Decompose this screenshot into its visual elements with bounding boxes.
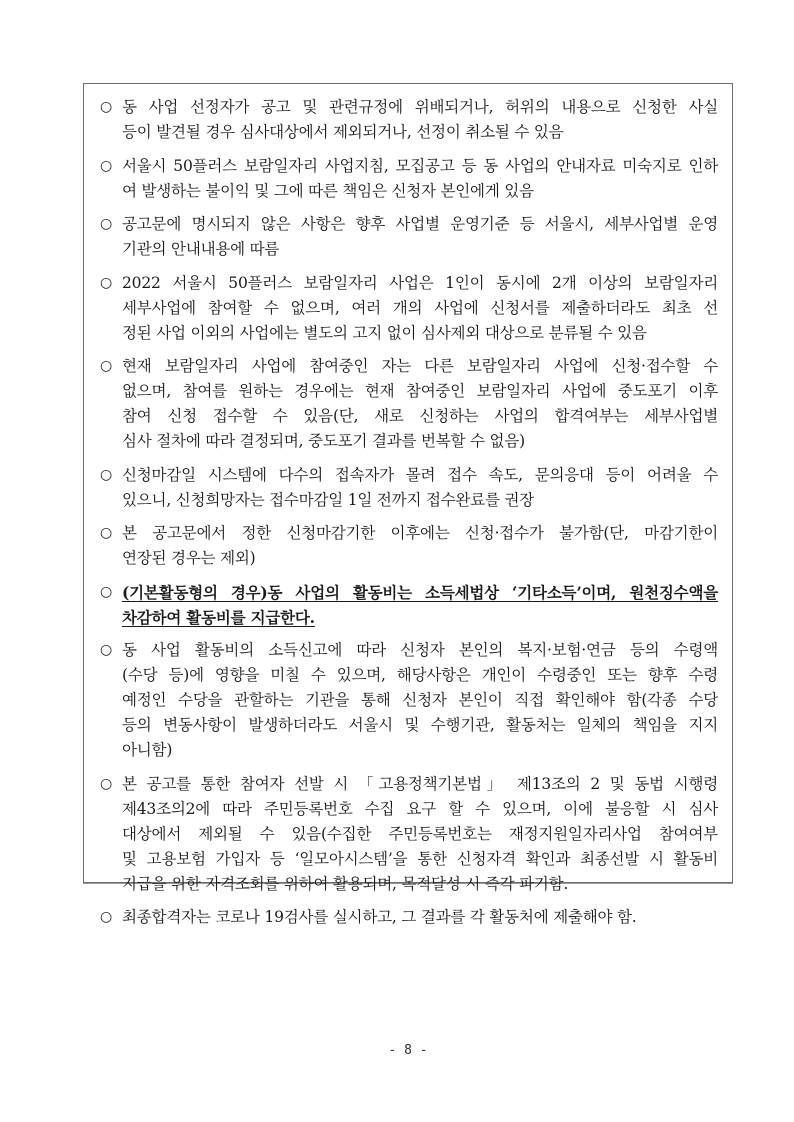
- notice-item-text: [122, 463, 718, 513]
- notice-item-text: [122, 905, 718, 930]
- circle-bullet-icon: ○: [100, 466, 113, 483]
- notice-line: 여 발생하는 불이익 및 그에 따른 책임은 신청자 본인에게 있음: [122, 181, 534, 200]
- notice-line: (수당 등)에 영향을 미칠 수 있으며, 해당사항은 개인이 수령중인 또는 향후 수령: [122, 666, 718, 684]
- notice-line: 제43조의2에 따라 주민등록번호 수집 요구 할 수 있으며, 이에 불응할 시 심사: [122, 799, 718, 818]
- notice-line: 대상에서 제외될 수 있음(수집한 주민등록번호는 재정지원일자리사업 참여여부: [122, 824, 718, 843]
- notice-line: 현재 보람일자리 사업에 참여중인 자는 다른 보람일자리 사업에 신청·접수할 수: [122, 357, 718, 375]
- notice-item-text: [122, 95, 718, 145]
- notice-item-text: [122, 580, 718, 630]
- notice-line: 동 사업 활동비의 소득신고에 따라 신청자 본인의 복지·보험·연금 등의 수령액: [122, 641, 718, 659]
- notice-line: 본 공고를 통한 참여자 선발 시 「고용정책기본법」 제13조의 2 및 동법 시행령: [122, 774, 718, 793]
- notice-item-text: [122, 212, 718, 262]
- notice-line: 등의 변동사항이 발생하더라도 서울시 및 수행기관, 활동처는 일체의 책임을 지지: [122, 716, 718, 734]
- notice-item: [84, 905, 732, 930]
- circle-bullet-icon: ○: [100, 99, 113, 115]
- notice-item: [84, 154, 732, 204]
- page-number: - 8 -: [388, 1043, 428, 1058]
- notice-list: [84, 95, 732, 939]
- notice-line: 세부사업에 참여할 수 없으며, 여러 개의 사업에 신청서를 제출하더라도 최초 선: [122, 298, 718, 317]
- notice-item-text: [122, 772, 718, 897]
- notice-line: 아니함): [122, 741, 173, 759]
- notice-line: 및 고용보험 가입자 등 ‘일모아시스템’을 통한 신청자격 확인과 최종선발 시 활동비: [122, 849, 718, 868]
- circle-bullet-icon: ○: [100, 642, 113, 658]
- notice-item: [84, 521, 732, 571]
- circle-bullet-icon: ○: [100, 216, 113, 232]
- circle-bullet-icon: ○: [100, 583, 113, 600]
- notice-line: (기본활동형의 경우)동 사업의 활동비는 소득세법상 ‘기타소득’이며, 원천징수액을: [122, 582, 718, 602]
- notice-item: [84, 580, 732, 630]
- notice-line: 참여 신청 접수할 수 있음(단, 새로 신청하는 사업의 합격여부는 세부사업별: [122, 407, 718, 425]
- notice-line: 있으니, 신청희망자는 접수마감일 1일 전까지 접수완료를 권장: [122, 490, 535, 509]
- notice-item-text: [122, 354, 718, 454]
- circle-bullet-icon: ○: [100, 775, 113, 792]
- notice-box: [83, 83, 733, 926]
- notice-item: [84, 95, 732, 145]
- notice-line: 정된 사업 이외의 사업에는 별도의 고지 없이 심사제외 대상으로 분류될 수 있음: [122, 323, 647, 342]
- notice-line: 본 공고문에서 정한 신청마감기한 이후에는 신청·접수가 불가함(단, 마감기한이: [122, 524, 718, 542]
- notice-line: 동 사업 선정자가 공고 및 관련규정에 위배되거나, 허위의 내용으로 신청한 사실: [122, 98, 718, 116]
- circle-bullet-icon: ○: [100, 274, 113, 291]
- notice-line: 신청마감일 시스템에 다수의 접속자가 몰려 접수 속도, 문의응대 등이 어려울 수: [122, 465, 718, 484]
- notice-line: 등이 발견될 경우 심사대상에서 제외되거나, 선정이 취소될 수 있음: [122, 123, 564, 141]
- notice-item: [84, 212, 732, 262]
- notice-line: 서울시 50플러스 보람일자리 사업지침, 모집공고 등 동 사업의 안내자료 미숙지로 인하: [122, 156, 718, 175]
- notice-line: 지급을 위한 자격조회를 위하여 활용되며, 목적달성 시 즉각 파기함.: [122, 874, 569, 893]
- notice-item-text: [122, 154, 718, 204]
- notice-item-text: [122, 271, 718, 346]
- notice-line: 없으며, 참여를 원하는 경우에는 현재 참여중인 보람일자리 사업에 중도포기 이후: [122, 382, 718, 400]
- circle-bullet-icon: ○: [100, 909, 113, 925]
- notice-line: 예정인 수당을 관할하는 기관을 통해 신청자 본인이 직접 확인해야 함(각종 수당: [122, 691, 718, 709]
- notice-item: [84, 463, 732, 513]
- notice-line: 2022 서울시 50플러스 보람일자리 사업은 1인이 동시에 2개 이상의 보람일자리: [122, 273, 718, 292]
- notice-item: [84, 772, 732, 897]
- circle-bullet-icon: ○: [100, 157, 113, 174]
- circle-bullet-icon: ○: [100, 525, 113, 541]
- notice-line: 최종합격자는 코로나 19검사를 실시하고, 그 결과를 각 활동처에 제출해야 함.: [122, 908, 637, 926]
- notice-item-text: [122, 521, 718, 571]
- notice-item: [84, 271, 732, 346]
- notice-line: 기관의 안내내용에 따름: [122, 240, 280, 258]
- notice-item: [84, 638, 732, 763]
- notice-line: 연장된 경우는 제외): [122, 549, 256, 567]
- notice-line: 공고문에 명시되지 않은 사항은 향후 사업별 운영기준 등 서울시, 세부사업별 운영: [122, 215, 718, 233]
- circle-bullet-icon: ○: [100, 358, 113, 374]
- notice-line: 차감하여 활동비를 지급한다.: [122, 607, 315, 627]
- notice-item: [84, 354, 732, 454]
- notice-line: 심사 절차에 따라 결정되며, 중도포기 결과를 번복할 수 없음): [122, 432, 525, 450]
- notice-item-text: [122, 638, 718, 763]
